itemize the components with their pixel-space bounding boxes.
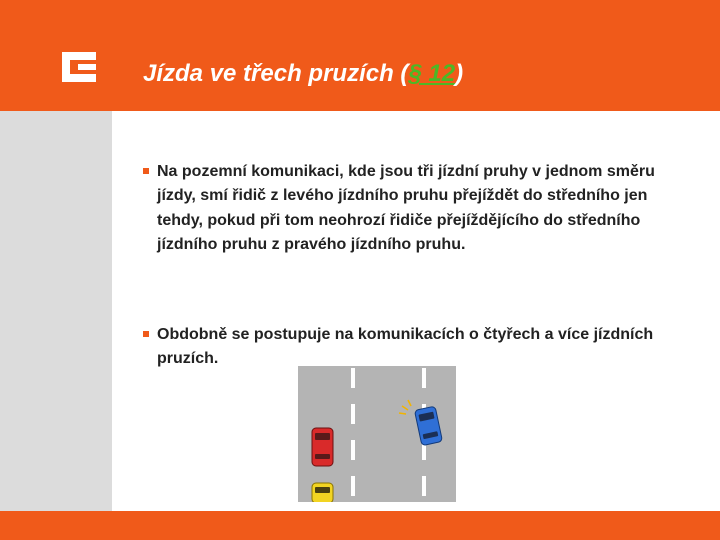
slide-title bbox=[143, 60, 463, 88]
bullet-item bbox=[157, 323, 697, 372]
road-illustration bbox=[298, 366, 456, 502]
law-reference-link[interactable]: § 12 bbox=[408, 60, 456, 87]
title-suffix: ) bbox=[455, 60, 464, 87]
bullet-square-icon bbox=[143, 331, 149, 337]
red-car-icon bbox=[312, 428, 333, 466]
title-prefix: Jízda ve třech pruzích ( bbox=[143, 60, 409, 87]
bullet-item bbox=[157, 160, 697, 258]
yellow-car-icon bbox=[312, 483, 333, 502]
logo-e-icon bbox=[58, 48, 100, 86]
bullet-text: Na pozemní komunikaci, kde jsou tři jízdní pruhy v jednom směru jízdy, smí řidič z levého jízdního pruhu přejíždět do středního jen tehdy, pokud při tom neohrozí řidiče přejíždějícího do středního jízdního pruhu z pravého jízdního pruhu. bbox=[157, 163, 655, 254]
slide-header bbox=[0, 0, 720, 111]
bullet-text: Obdobně se postupuje na komunikacích o čtyřech a více jízdních pruzích. bbox=[157, 326, 654, 368]
bullet-square-icon bbox=[143, 168, 149, 174]
side-band bbox=[0, 111, 112, 511]
slide-footer bbox=[0, 511, 720, 540]
